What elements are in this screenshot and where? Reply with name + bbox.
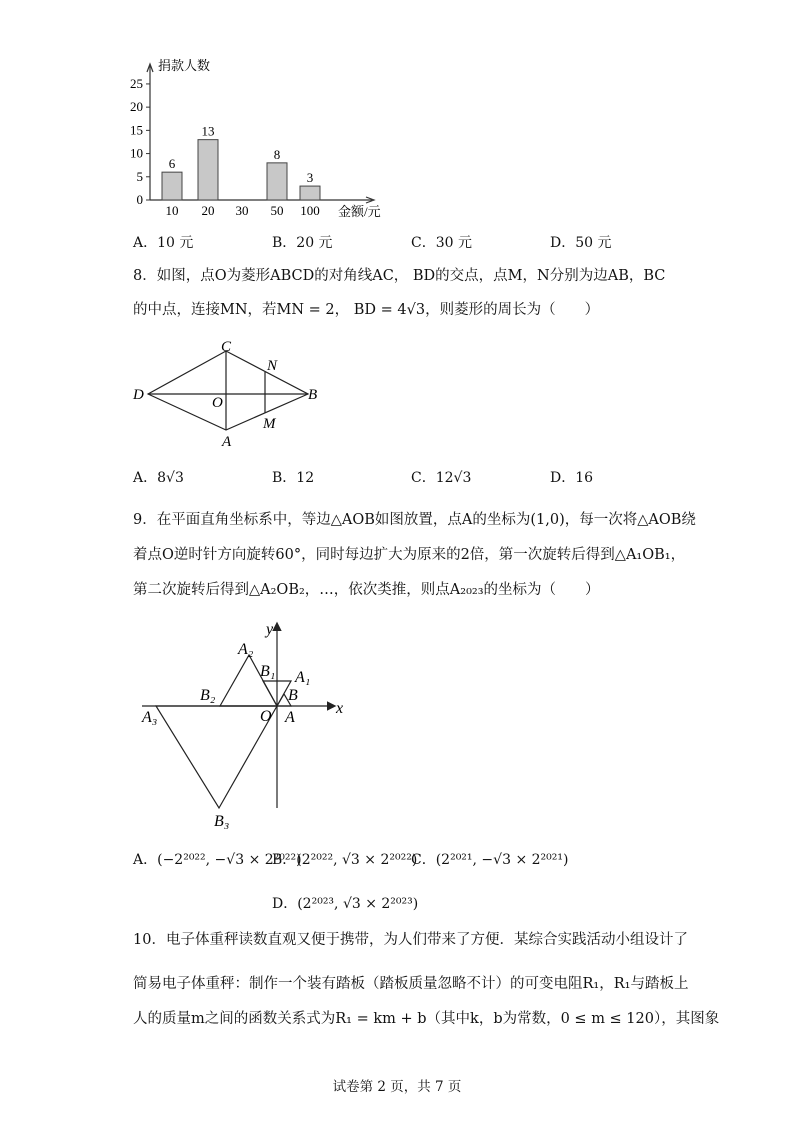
q9-option-a: A．(−2²⁰²², −√3 × 2²⁰²²) [133,852,302,868]
label-a1: A₁ [295,669,311,686]
y-axis-title: 捐款人数 [158,58,211,73]
bar [198,140,218,200]
label-b: B [288,687,298,704]
q9-option-c: C．(2²⁰²¹, −√3 × 2²⁰²¹) [411,852,569,868]
label-d: D [133,387,144,403]
q10-text-line1: 10．电子体重秤读数直观又便于携带，为人们带来了方便．某综合实践活动小组设计了 [133,932,688,948]
y-tick-label: 0 [136,192,143,207]
x-axis-title: 金额/元 [338,204,381,219]
bar-value-label: 8 [273,146,281,162]
q8-option-c: C．12√3 [411,470,472,486]
x-tick-label: 20 [201,203,215,218]
label-a: A [222,434,232,450]
y-tick-label: 20 [130,99,143,115]
label-x: x [336,700,344,717]
label-m: M [263,416,276,432]
q8-text-line2: 的中点，连接MN，若MN = 2， BD = 4√3，则菱形的周长为（ ） [133,302,600,318]
q8-text-line1: 8．如图，点O为菱形ABCD的对角线AC， BD的交点，点M，N分别为边AB，BC [133,268,666,284]
bar-value-label: 3 [306,170,314,186]
y-tick-label: 10 [130,145,143,161]
q8-option-d: D．16 [550,470,594,486]
q7-option-c: C．30 元 [411,235,472,251]
triangle-a3ob3 [156,706,277,808]
bar [267,163,287,200]
label-c: C [221,339,232,355]
label-n: N [267,358,278,374]
bar-value-label: 6 [168,156,176,172]
label-b3: B₃ [214,813,230,830]
label-a3: A₃ [142,709,158,726]
rhombus-figure [128,335,328,455]
x-tick-label: 30 [235,203,249,218]
label-b2: B₂ [200,687,216,704]
y-tick-label: 15 [130,122,143,138]
label-b: B [308,387,318,403]
x-tick-label: 10 [165,203,179,218]
rhombus-abcd [148,351,308,430]
label-o: O [212,395,223,411]
bar [300,186,320,200]
q9-text-line1: 9．在平面直角坐标系中，等边△AOB如图放置，点A的坐标为(1,0)，每一次将△AOB绕 [133,512,696,528]
y-tick-label: 25 [130,75,143,91]
bar [162,172,182,200]
q10-text-line2: 简易电子体重秤：制作一个装有踏板（踏板质量忽略不计）的可变电阻R₁，R₁与踏板上 [133,976,689,992]
label-a: A [285,709,295,726]
q7-option-d: D．50 元 [550,235,612,251]
q7-option-a: A．10 元 [133,235,194,251]
q9-text-line2: 着点O逆时针方向旋转60°，同时每边扩大为原来的2倍，第一次旋转后得到△A₁OB₁， [133,547,686,563]
bar-value-label: 13 [201,123,215,139]
x-tick-label: 50 [270,203,284,218]
x-tick-label: 100 [300,203,320,218]
q9-text-line3: 第二次旋转后得到△A₂OB₂，…，依次类推，则点A₂₀₂₃的坐标为（ ） [133,582,600,598]
q10-text-line3: 人的质量m之间的函数关系式为R₁ = km + b（其中k，b为常数，0 ≤ m ≤ 120），其图象 [133,1011,720,1027]
q8-option-b: B．12 [272,470,315,486]
label-o: O [260,708,272,725]
q9-option-b: B．(2²⁰²², √3 × 2²⁰²²) [272,852,418,868]
q8-option-a: A．8√3 [133,470,184,486]
rotation-figure [138,618,358,833]
q9-option-d: D．(2²⁰²³, √3 × 2²⁰²³) [272,896,419,912]
q7-option-b: B．20 元 [272,235,333,251]
bar-chart [120,58,400,228]
label-a2: A₂ [238,641,254,658]
y-tick-label: 5 [136,168,143,184]
label-y: y [266,621,274,638]
page-footer: 试卷第 2 页，共 7 页 [332,1079,462,1095]
label-b1: B₁ [260,663,276,680]
